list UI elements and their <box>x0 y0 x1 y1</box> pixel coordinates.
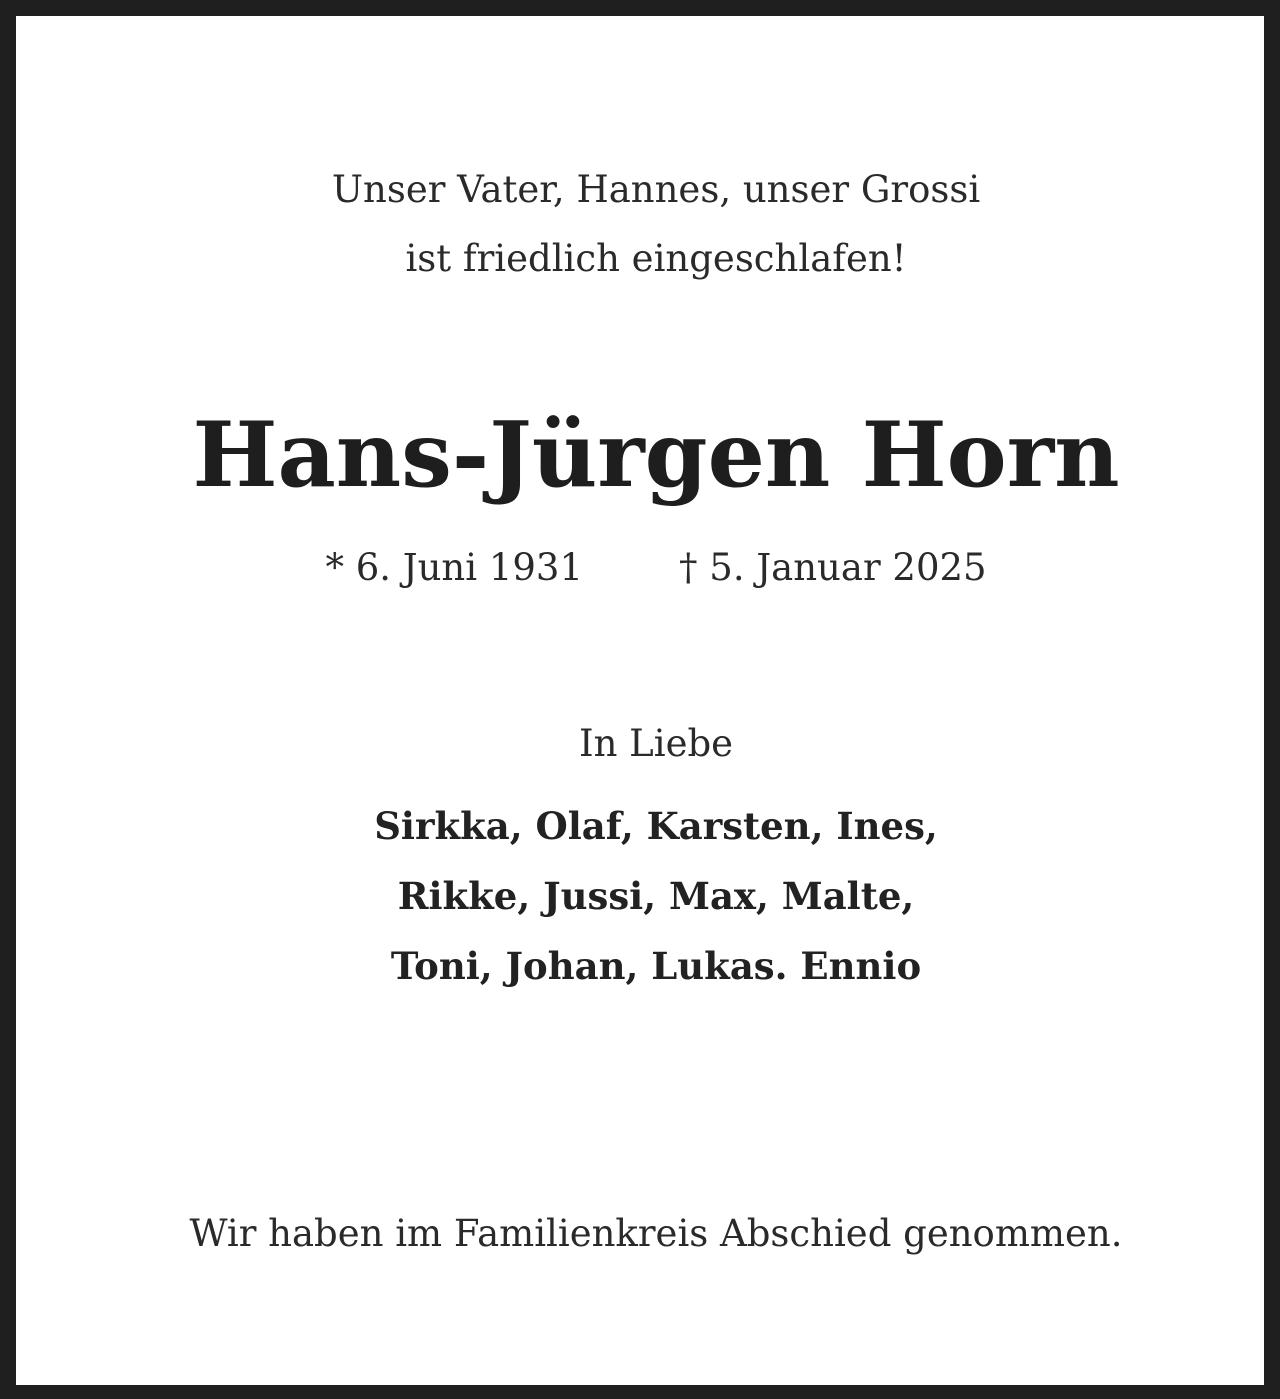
mourners-line-2: Rikke, Jussi, Max, Malte, <box>397 874 915 918</box>
intro-line-1: Unser Vater, Hannes, unser Grossi <box>331 168 981 211</box>
deceased-name: Hans-Jürgen Horn <box>192 402 1120 508</box>
death-date: † 5. Januar 2025 <box>679 546 987 589</box>
closing-statement: Wir haben im Familienkreis Abschied genommen. <box>189 1212 1123 1255</box>
life-dates <box>16 546 1280 589</box>
in-love-label: In Liebe <box>578 722 734 765</box>
intro-line-2: ist friedlich eingeschlafen! <box>405 237 907 280</box>
birth-date: * 6. Juni 1931 <box>325 546 584 589</box>
mourners-line-1: Sirkka, Olaf, Karsten, Ines, <box>374 804 938 848</box>
mourners-line-3: Toni, Johan, Lukas. Ennio <box>390 944 922 988</box>
